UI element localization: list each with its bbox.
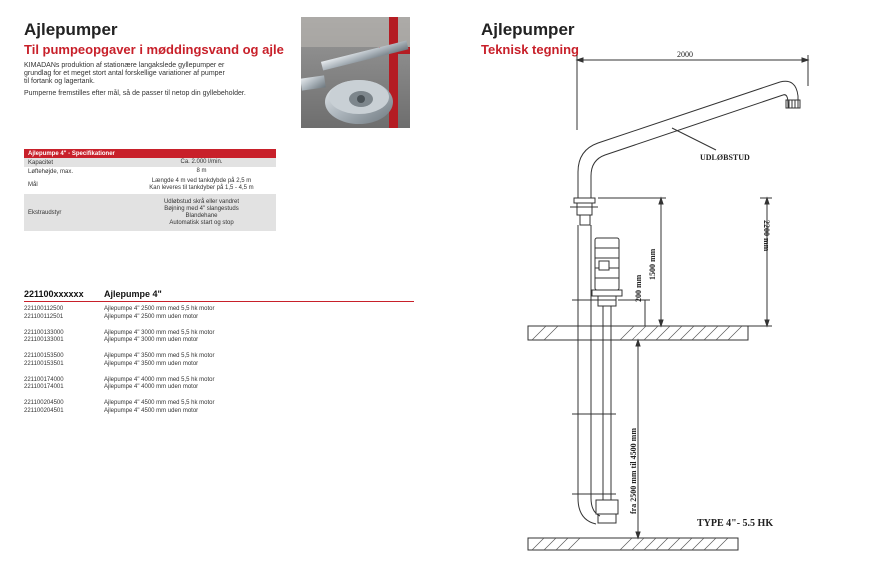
dim-200-label: 200 mm (634, 274, 643, 302)
spec-value-line: Kan leveres til tankdyber på 1,5 - 4,5 m (149, 185, 254, 191)
product-desc: Ajlepumpe 4" 4500 mm med 5,5 hk motor (104, 400, 215, 406)
spec-value-line: Blandehane (185, 212, 218, 219)
spec-label: Mål (24, 176, 127, 194)
product-code: 221100174001 (24, 384, 64, 390)
motor-flange (592, 290, 622, 296)
product-desc: Ajlepumpe 4" 3000 mm med 5,5 hk motor (104, 329, 215, 336)
product-desc: Ajlepumpe 4" 2500 mm uden motor (104, 313, 199, 320)
product-code: 221100153501 (24, 360, 64, 367)
tank-slab-top (528, 326, 748, 340)
arrow-icon (802, 58, 808, 62)
outlet-pipe-inner (591, 95, 783, 198)
tank-floor (528, 538, 738, 550)
arrow-icon (577, 58, 583, 62)
spec-value-line: Udløbstud skrå eller vandret (163, 198, 240, 205)
left-subtitle: Til pumpeopgaver i møddingsvand og ajle (24, 42, 284, 57)
product-header-code: 221100xxxxxx (24, 289, 84, 299)
pump-inlet (598, 514, 616, 523)
product-code: 221100133001 (24, 337, 64, 343)
product-desc: Ajlepumpe 4" 4500 mm uden motor (104, 407, 199, 414)
product-code: 221100204500 (24, 400, 64, 406)
product-desc: Ajlepumpe 4" 4000 mm uden motor (104, 384, 199, 390)
coupling-body (577, 203, 592, 215)
product-desc: Ajlepumpe 4" 3500 mm uden motor (104, 360, 199, 367)
left-title: Ajlepumper (24, 20, 118, 39)
product-desc: Ajlepumpe 4" 3000 mm uden motor (104, 337, 199, 343)
spec-value-line: Automatisk start og stop (169, 219, 234, 226)
product-desc: Ajlepumpe 4" 3500 mm med 5,5 hk motor (104, 353, 215, 359)
outlet-label: UDLØBSTUD (700, 153, 750, 162)
intro-line: Pumperne fremstilles efter mål, så de passer til netop din gyllebeholder. (24, 89, 246, 97)
dim-2200-label: 2200 mm (762, 220, 771, 252)
coupling-lower (580, 215, 590, 225)
product-code: 221100133000 (24, 329, 64, 336)
product-code: 221100174000 (24, 376, 64, 383)
spec-value: Ca. 2.000 l/min. (127, 158, 276, 167)
intro-line: til fortank og lagertank. (24, 78, 95, 86)
intro-line: KIMADANs produktion af stationære langakslede gyllepumper er (24, 62, 225, 69)
riser-bottom-bend (578, 498, 596, 524)
motor-terminal-box (599, 261, 609, 270)
product-code: 221100112501 (24, 313, 64, 320)
product-desc: Ajlepumpe 4" 4000 mm med 5,5 hk motor (104, 376, 215, 383)
spec-label: Ekstraudstyr (24, 194, 127, 231)
product-code: 221100153500 (24, 353, 64, 359)
product-header-name: Ajlepumpe 4" (104, 289, 162, 299)
spec-value: 8 m (127, 167, 276, 176)
spec-value-line: Bøjning med 4" slangestuds (164, 205, 239, 212)
coupling-flange (574, 198, 595, 203)
dim-depth-label: fra 2500 mm til 4500 mm (629, 428, 638, 514)
spec-label: Kapacitet (24, 158, 127, 167)
product-desc: Ajlepumpe 4" 2500 mm med 5,5 hk motor (104, 306, 215, 312)
spec-label: Løftehøjde, max. (24, 167, 127, 176)
spec-header: Ajlepumpe 4" - Specifikationer (24, 149, 276, 158)
product-code: 221100204501 (24, 407, 64, 414)
spec-value-line: Længde 4 m ved tankdybde på 2,5 m (151, 178, 252, 184)
outlet-pipe-outer (578, 82, 780, 198)
intro-line: grundlag for et meget stort antal forskellige variationer af pumper (24, 70, 225, 78)
motor-adapter (598, 296, 616, 306)
dim-width-label: 2000 (677, 50, 693, 59)
dim-1500-label: 1500 mm (648, 248, 657, 280)
right-title: Ajlepumper (481, 20, 575, 39)
type-label: TYPE 4"- 5.5 HK (697, 518, 774, 529)
pump-housing (596, 500, 618, 514)
right-subtitle: Teknisk tegning (481, 42, 579, 57)
outlet-leader-line (672, 128, 716, 150)
product-code: 221100112500 (24, 306, 64, 312)
